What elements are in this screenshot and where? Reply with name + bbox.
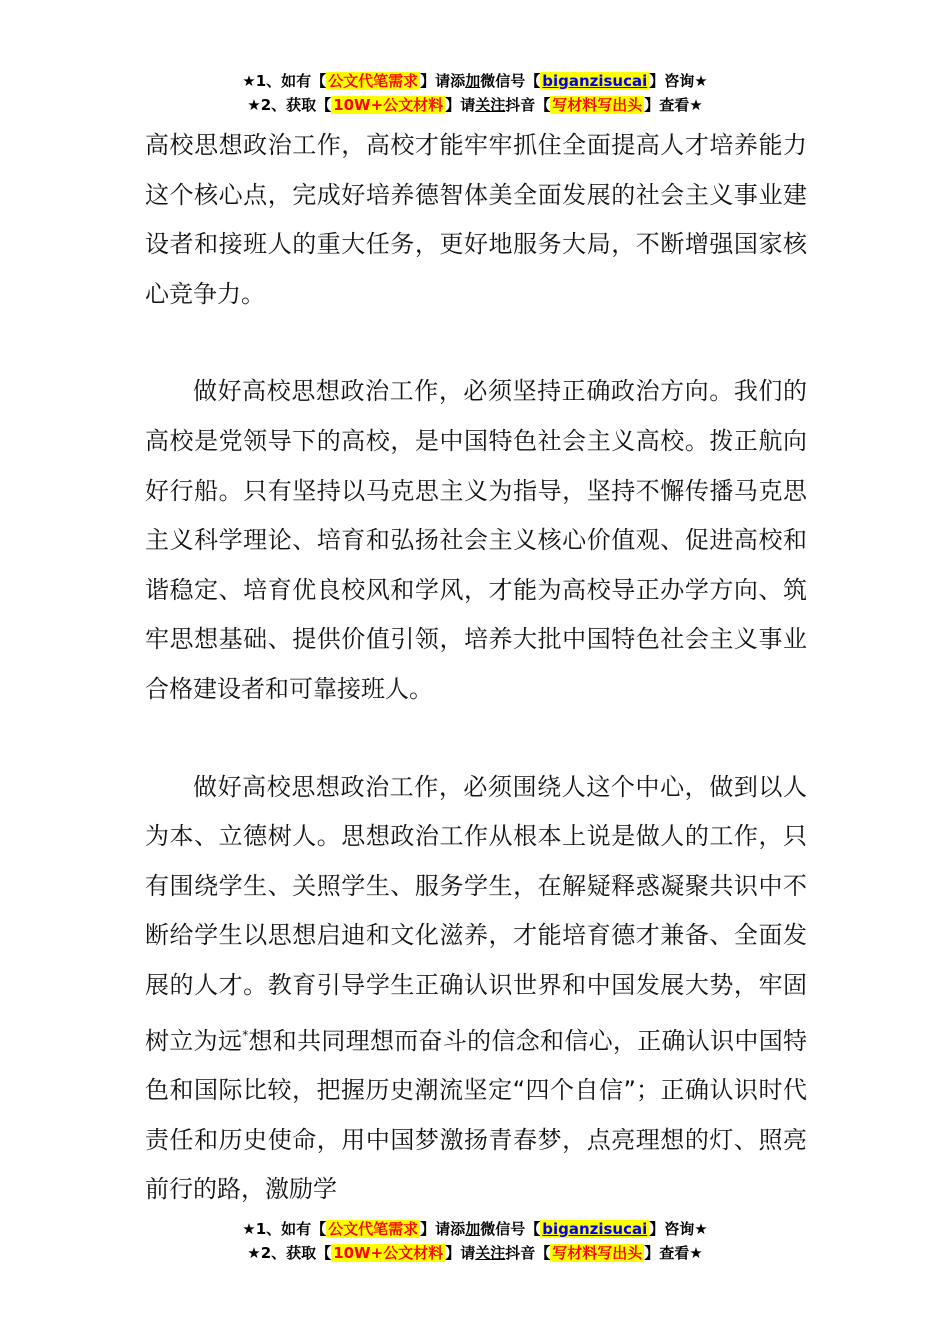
banner-highlight: 公文代笔需求	[328, 72, 419, 90]
wechat-id-link[interactable]: biganzisucai	[542, 72, 648, 90]
banner-highlight: 10W+公文材料	[333, 96, 444, 114]
footnote-mark: *	[242, 1027, 249, 1042]
banner-line-1: ★1、如有【 公文代笔需求 】请添加微信号【 biganzisucai 】咨询★	[242, 72, 708, 90]
header-banner	[0, 69, 950, 117]
paragraph-2: 做好高校思想政治工作，必须坚持正确政治方向。我们的高校是党领导下的高校，是中国特色社会主义高校。拨正航向好行船。只有坚持以马克思主义为指导，坚持不懈传播马克思主义科学理论、培育和弘扬社会主义核心价值观、促进高校和谐稳定、培育优良校风和学风，才能为高校导正办学方向、筑牢思想基础、提供价值引领，培养大批中国特色社会主义事业合格建设者和可靠接班人。	[145, 377, 807, 703]
banner-highlight: 10W+公文材料	[333, 1244, 444, 1262]
banner-highlight: 公文代笔需求	[328, 1220, 419, 1238]
footer-banner	[0, 1217, 950, 1265]
document-body	[145, 121, 807, 1215]
banner-highlight: 写材料写出头	[552, 96, 643, 114]
wechat-id-link[interactable]: biganzisucai	[542, 1220, 648, 1238]
banner-highlight: 写材料写出头	[552, 1244, 643, 1262]
banner-line-2: ★2、获取【 10W+公文材料 】请关注抖音【 写材料写出头 】查看★	[247, 96, 703, 114]
paragraph-1: 高校思想政治工作，高校才能牢牢抓住全面提高人才培养能力这个核心点，完成好培养德智体美全面发展的社会主义事业建设者和接班人的重大任务，更好地服务大局，不断增强国家核心竞争力。	[145, 131, 807, 308]
banner-line-1: ★1、如有【 公文代笔需求 】请添加微信号【 biganzisucai 】咨询★	[242, 1220, 708, 1238]
paragraph-3: 做好高校思想政治工作，必须围绕人这个中心，做到以人为本、立德树人。思想政治工作从根本上说是做人的工作，只有围绕学生、关照学生、服务学生，在解疑释惑凝聚共识中不断给学生以思想启迪和文化滋养，才能培育德才兼备、全面发展的人才。教育引导学生正确认识世界和中国发展大势，牢固树立为远*想和共同理想而奋斗的信念和信心，正确认识中国特色和国际比较，把握历史潮流坚定“四个自信”；正确认识时代责任和历史使命，用中国梦激扬青春梦，点亮理想的灯、照亮前行的路，激励学	[145, 772, 808, 1204]
banner-line-2: ★2、获取【 10W+公文材料 】请关注抖音【 写材料写出头 】查看★	[247, 1244, 703, 1262]
